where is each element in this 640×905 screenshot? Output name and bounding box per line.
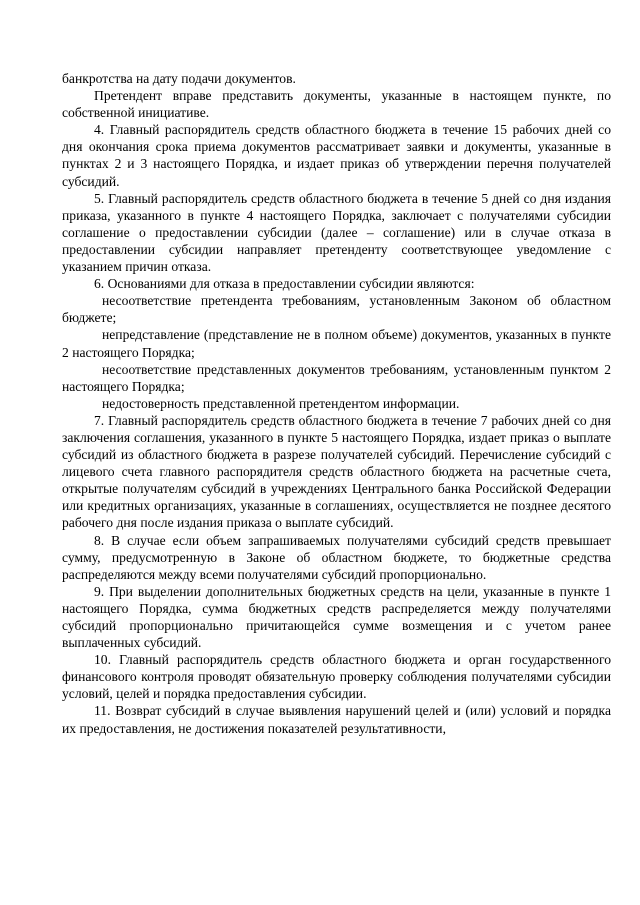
paragraph-reason-4: недостоверность представленной претендентом информации. — [102, 395, 460, 411]
paragraph-item-5: 5. Главный распорядитель средств областного бюджета в течение 5 дней со дня издания приказа, указанного в пункте 4 настоящего Порядка, заключает с получателями субсидии соглашение о предоставлении субсидии (далее – соглашение) или в случае отказа в предоставлении субсидии направляет претенденту соответствующее уведомление с указанием причин отказа. — [62, 190, 611, 275]
paragraph-item-10: 10. Главный распорядитель средств областного бюджета и орган государственного финансового контроля проводят обязательную проверку соблюдения получателями субсидии условий, целей и порядка предоставления субсидии. — [62, 652, 611, 702]
paragraph-item-11: 11. Возврат субсидий в случае выявления нарушений целей и (или) условий и порядка их предоставления, не достижения показателей результативности, — [62, 703, 611, 736]
paragraph-continuation: банкротства на дату подачи документов. — [62, 71, 296, 86]
paragraph-item-9: 9. При выделении дополнительных бюджетных средств на цели, указанные в пункте 1 настоящего Порядка, сумма бюджетных средств распределяется между получателями субсидий пропорционально причитающейся сумме возмещения и с учетом ранее выплаченных субсидий. — [62, 583, 611, 651]
document-page — [62, 70, 611, 737]
paragraph-item-8: 8. В случае если объем запрашиваемых получателями субсидий средств превышает сумму, предусмотренную в Законе об областном бюджете, то бюджетные средства распределяются между всеми получателями субсидий пропорционально. — [62, 532, 611, 582]
paragraph-optional-docs: Претендент вправе представить документы, указанные в настоящем пункте, по собственной инициативе. — [62, 88, 611, 121]
paragraph-reason-2: непредставление (представление не в полном объеме) документов, указанных в пункте 2 настоящего Порядка; — [62, 327, 611, 360]
paragraph-reason-3: несоответствие представленных документов требованиям, установленным пунктом 2 настоящего Порядка; — [62, 361, 611, 394]
paragraph-item-4: 4. Главный распорядитель средств областного бюджета в течение 15 рабочих дней со дня окончания срока приема документов рассматривает заявки и документы, указанные в пунктах 2 и 3 настоящего Порядка, и издает приказ об утверждении перечня получателей субсидий. — [62, 122, 611, 189]
paragraph-reason-1: несоответствие претендента требованиям, установленным Законом об областном бюджете; — [62, 293, 611, 326]
paragraph-item-7: 7. Главный распорядитель средств областного бюджета в течение 7 рабочих дней со дня заключения соглашения, указанного в пункте 5 настоящего Порядка, издает приказ о выплате субсидий из областного бюджета в разрезе получателей субсидий. Перечисление субсидий с лицевого счета главного распорядителя средств областного бюджета на расчетные счета, открытые получателям субсидий в учреждениях Центрального банка Российской Федерации или кредитных организациях, указанные в соглашениях, осуществляется не позднее десятого рабочего дня после издания приказа о выплате субсидий. — [62, 412, 611, 531]
paragraph-item-6: 6. Основаниями для отказа в предоставлении субсидии являются: — [94, 276, 475, 292]
